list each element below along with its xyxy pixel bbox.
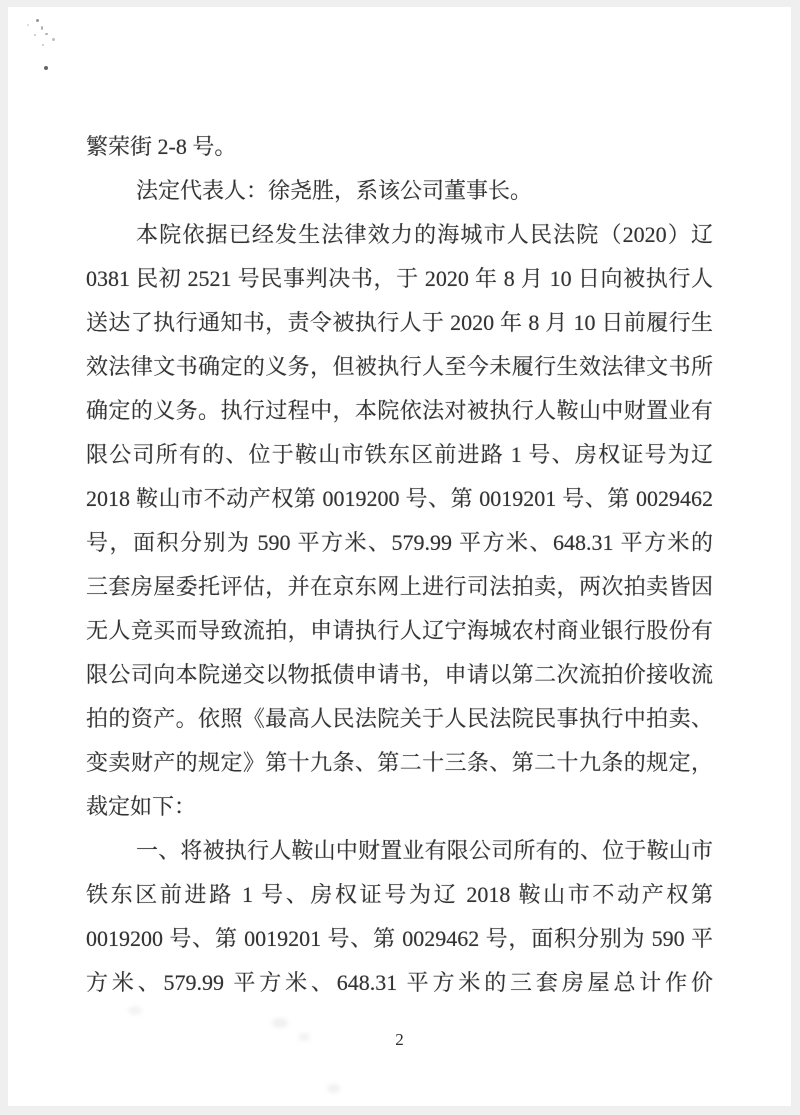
text-line: 拍的资产。依照《最高人民法院关于人民法院民事执行中拍卖、 <box>86 706 713 731</box>
text-line: 号，面积分别为 590 平方米、579.99 平方米、648.31 平方米的 <box>86 530 713 555</box>
text-line: 无人竞买而导致流拍，申请执行人辽宁海城农村商业银行股份有 <box>86 618 713 643</box>
text-line: 确定的义务。执行过程中，本院依法对被执行人鞍山中财置业有 <box>86 398 713 423</box>
paragraph-case-background <box>86 213 713 829</box>
paragraph-address-continuation <box>86 125 713 169</box>
text-line: 0381 民初 2521 号民事判决书，于 2020 年 8 月 10 日向被执行人 <box>86 266 713 291</box>
text-line: 本院依据已经发生法律效力的海城市人民法院（2020）辽 <box>136 222 713 247</box>
text-line: 一、将被执行人鞍山中财置业有限公司所有的、位于鞍山市 <box>136 838 713 863</box>
document-page <box>8 7 791 1106</box>
text-line: 法定代表人：徐尧胜，系该公司董事长。 <box>136 178 533 203</box>
text-line: 2018 鞍山市不动产权第 0019200 号、第 0019201 号、第 0029462 <box>86 486 713 511</box>
paragraph-legal-representative <box>86 169 713 213</box>
text-line: 限公司所有的、位于鞍山市铁东区前进路 1 号、房权证号为辽 <box>86 442 713 467</box>
paragraph-ruling-item-1 <box>86 829 713 1005</box>
text-line: 变卖财产的规定》第十九条、第二十三条、第二十九条的规定， <box>86 750 713 775</box>
text-line: 限公司向本院递交以物抵债申请书，申请以第二次流拍价接收流 <box>86 662 713 687</box>
text-line: 裁定如下： <box>86 794 197 819</box>
text-line: 繁荣街 2-8 号。 <box>86 134 237 159</box>
text-line: 三套房屋委托评估，并在京东网上进行司法拍卖，两次拍卖皆因 <box>86 574 713 599</box>
text-line: 效法律文书确定的义务，但被执行人至今未履行生效法律文书所 <box>86 354 713 379</box>
text-block <box>86 125 713 1005</box>
text-line: 0019200 号、第 0019201 号、第 0029462 号，面积分别为 590 平 <box>86 926 713 951</box>
page-number: 2 <box>395 1030 404 1049</box>
text-line: 送达了执行通知书，责令被执行人于 2020 年 8 月 10 日前履行生 <box>86 310 713 335</box>
text-line: 铁东区前进路 1 号、房权证号为辽 2018 鞍山市不动产权第 <box>86 882 713 907</box>
text-line: 方米、579.99 平方米、648.31 平方米的三套房屋总计作价 <box>86 970 713 995</box>
